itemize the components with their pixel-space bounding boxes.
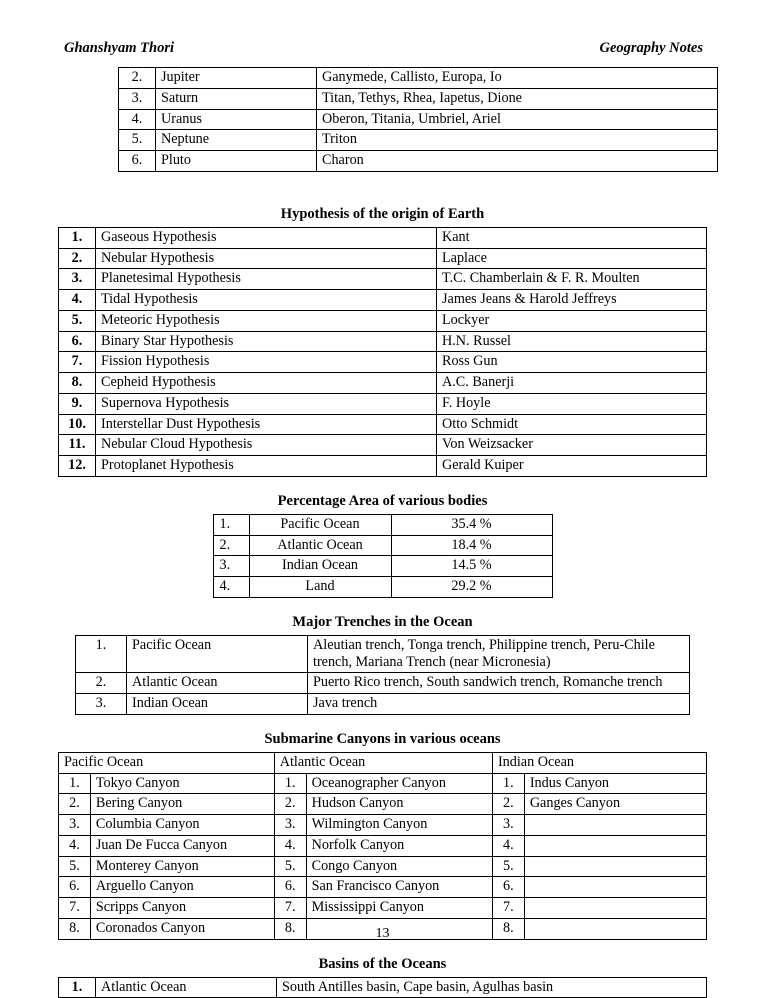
table-row <box>59 290 707 311</box>
hypothesis-heading: Hypothesis of the origin of Earth <box>58 206 707 223</box>
row-number-indian: 6. <box>492 877 524 898</box>
table-row <box>119 68 718 89</box>
row-number-atlantic: 3. <box>274 815 306 836</box>
row-number: 11. <box>59 435 96 456</box>
atlantic-canyon: San Francisco Canyon <box>306 877 492 898</box>
row-number-pacific: 8. <box>59 918 91 939</box>
table-row <box>119 88 718 109</box>
hypothesis-name: Supernova Hypothesis <box>96 393 437 414</box>
pacific-canyon: Monterey Canyon <box>90 856 274 877</box>
table-row <box>59 977 707 998</box>
trench-list: Puerto Rico trench, South sandwich trench, Romanche trench <box>308 673 690 694</box>
table-row <box>119 151 718 172</box>
pacific-canyon: Columbia Canyon <box>90 815 274 836</box>
hypothesis-author: T.C. Chamberlain & F. R. Moulten <box>437 269 707 290</box>
indian-canyon <box>524 877 706 898</box>
indian-canyon <box>524 815 706 836</box>
row-number: 4. <box>59 290 96 311</box>
table-row <box>59 856 707 877</box>
table-row <box>59 435 707 456</box>
hypothesis-author: Laplace <box>437 248 707 269</box>
body-name: Pacific Ocean <box>249 514 391 535</box>
table-row <box>213 556 552 577</box>
row-number: 1. <box>76 635 127 673</box>
table-row <box>59 248 707 269</box>
atlantic-canyon: Congo Canyon <box>306 856 492 877</box>
row-number-indian: 2. <box>492 794 524 815</box>
table-row <box>59 393 707 414</box>
table-row <box>59 331 707 352</box>
column-header-pacific: Pacific Ocean <box>59 752 275 773</box>
row-number-pacific: 5. <box>59 856 91 877</box>
row-number: 2. <box>119 68 156 89</box>
row-number: 6. <box>59 331 96 352</box>
planet-name: Jupiter <box>156 68 317 89</box>
hypothesis-name: Tidal Hypothesis <box>96 290 437 311</box>
hypothesis-name: Binary Star Hypothesis <box>96 331 437 352</box>
table-row <box>59 310 707 331</box>
row-number: 3. <box>119 88 156 109</box>
hypothesis-name: Interstellar Dust Hypothesis <box>96 414 437 435</box>
hypothesis-name: Planetesimal Hypothesis <box>96 269 437 290</box>
body-percentage: 14.5 % <box>391 556 552 577</box>
table-row <box>59 352 707 373</box>
row-number: 4. <box>119 109 156 130</box>
table-row <box>59 773 707 794</box>
hypothesis-author: Gerald Kuiper <box>437 456 707 477</box>
hypothesis-name: Cepheid Hypothesis <box>96 373 437 394</box>
pacific-canyon: Arguello Canyon <box>90 877 274 898</box>
hypothesis-table <box>58 227 707 477</box>
hypothesis-name: Protoplanet Hypothesis <box>96 456 437 477</box>
pacific-canyon: Bering Canyon <box>90 794 274 815</box>
row-number: 8. <box>59 373 96 394</box>
body-name: Atlantic Ocean <box>249 535 391 556</box>
table-row <box>59 794 707 815</box>
hypothesis-name: Nebular Cloud Hypothesis <box>96 435 437 456</box>
header-title: Geography Notes <box>599 40 707 57</box>
row-number-indian: 5. <box>492 856 524 877</box>
ocean-name: Pacific Ocean <box>127 635 308 673</box>
row-number: 2. <box>76 673 127 694</box>
body-percentage: 29.2 % <box>391 577 552 598</box>
row-number-pacific: 4. <box>59 835 91 856</box>
row-number-indian: 4. <box>492 835 524 856</box>
row-number-atlantic: 8. <box>274 918 306 939</box>
row-number-atlantic: 6. <box>274 877 306 898</box>
table-row <box>59 835 707 856</box>
table-row <box>119 130 718 151</box>
hypothesis-name: Meteoric Hypothesis <box>96 310 437 331</box>
row-number: 1. <box>59 227 96 248</box>
trenches-heading: Major Trenches in the Ocean <box>58 614 707 631</box>
ocean-name: Indian Ocean <box>127 694 308 715</box>
table-row <box>213 535 552 556</box>
hypothesis-author: A.C. Banerji <box>437 373 707 394</box>
hypothesis-author: James Jeans & Harold Jeffreys <box>437 290 707 311</box>
row-number-pacific: 1. <box>59 773 91 794</box>
moon-list: Ganymede, Callisto, Europa, Io <box>317 68 718 89</box>
table-row <box>59 898 707 919</box>
row-number-pacific: 7. <box>59 898 91 919</box>
table-row <box>119 109 718 130</box>
row-number: 7. <box>59 352 96 373</box>
row-number-pacific: 6. <box>59 877 91 898</box>
percentage-heading: Percentage Area of various bodies <box>58 493 707 510</box>
moon-list: Triton <box>317 130 718 151</box>
table-row <box>59 269 707 290</box>
row-number: 5. <box>119 130 156 151</box>
table-row <box>213 577 552 598</box>
row-number: 2. <box>59 248 96 269</box>
table-header-row <box>59 752 707 773</box>
row-number-atlantic: 7. <box>274 898 306 919</box>
body-name: Land <box>249 577 391 598</box>
table-row <box>59 373 707 394</box>
hypothesis-name: Fission Hypothesis <box>96 352 437 373</box>
row-number: 6. <box>119 151 156 172</box>
row-number-atlantic: 5. <box>274 856 306 877</box>
indian-canyon: Indus Canyon <box>524 773 706 794</box>
basins-heading: Basins of the Oceans <box>58 956 707 973</box>
pacific-canyon: Juan De Fucca Canyon <box>90 835 274 856</box>
canyons-heading: Submarine Canyons in various oceans <box>58 731 707 748</box>
hypothesis-author: F. Hoyle <box>437 393 707 414</box>
table-row <box>59 227 707 248</box>
row-number: 1. <box>213 514 249 535</box>
hypothesis-author: Lockyer <box>437 310 707 331</box>
table-row <box>59 877 707 898</box>
row-number: 10. <box>59 414 96 435</box>
percentage-table <box>213 514 553 598</box>
pacific-canyon: Tokyo Canyon <box>90 773 274 794</box>
planet-name: Neptune <box>156 130 317 151</box>
hypothesis-author: Kant <box>437 227 707 248</box>
body-percentage: 18.4 % <box>391 535 552 556</box>
atlantic-canyon: Hudson Canyon <box>306 794 492 815</box>
ocean-name: Atlantic Ocean <box>127 673 308 694</box>
table-row <box>76 673 690 694</box>
basin-list: South Antilles basin, Cape basin, Agulhas basin <box>277 977 707 998</box>
moon-list: Titan, Tethys, Rhea, Iapetus, Dione <box>317 88 718 109</box>
trench-list: Aleutian trench, Tonga trench, Philippine trench, Peru-Chile trench, Mariana Trench (near Micronesia) <box>308 635 690 673</box>
indian-canyon <box>524 898 706 919</box>
row-number: 3. <box>59 269 96 290</box>
moon-list: Oberon, Titania, Umbriel, Ariel <box>317 109 718 130</box>
atlantic-canyon: Mississippi Canyon <box>306 898 492 919</box>
page-number: 13 <box>0 926 765 942</box>
atlantic-canyon: Oceanographer Canyon <box>306 773 492 794</box>
row-number-indian: 3. <box>492 815 524 836</box>
hypothesis-author: Otto Schmidt <box>437 414 707 435</box>
table-row <box>213 514 552 535</box>
planet-name: Pluto <box>156 151 317 172</box>
planet-name: Uranus <box>156 109 317 130</box>
row-number: 9. <box>59 393 96 414</box>
table-row <box>76 694 690 715</box>
table-row <box>59 414 707 435</box>
row-number-indian: 7. <box>492 898 524 919</box>
pacific-canyon: Scripps Canyon <box>90 898 274 919</box>
row-number: 1. <box>59 977 96 998</box>
row-number-atlantic: 1. <box>274 773 306 794</box>
basins-table <box>58 977 707 998</box>
hypothesis-author: Ross Gun <box>437 352 707 373</box>
row-number-atlantic: 4. <box>274 835 306 856</box>
trenches-table <box>75 635 690 715</box>
hypothesis-name: Nebular Hypothesis <box>96 248 437 269</box>
indian-canyon: Ganges Canyon <box>524 794 706 815</box>
body-name: Indian Ocean <box>249 556 391 577</box>
row-number: 3. <box>213 556 249 577</box>
table-row <box>59 456 707 477</box>
atlantic-canyon: Wilmington Canyon <box>306 815 492 836</box>
planet-name: Saturn <box>156 88 317 109</box>
moon-list: Charon <box>317 151 718 172</box>
ocean-name: Atlantic Ocean <box>96 977 277 998</box>
trench-list: Java trench <box>308 694 690 715</box>
hypothesis-author: H.N. Russel <box>437 331 707 352</box>
row-number-pacific: 3. <box>59 815 91 836</box>
header-author: Ghanshyam Thori <box>58 40 174 57</box>
row-number: 2. <box>213 535 249 556</box>
hypothesis-name: Gaseous Hypothesis <box>96 227 437 248</box>
column-header-indian: Indian Ocean <box>492 752 706 773</box>
row-number-pacific: 2. <box>59 794 91 815</box>
pacific-canyon: Coronados Canyon <box>90 918 274 939</box>
hypothesis-author: Von Weizsacker <box>437 435 707 456</box>
moons-table <box>118 67 718 172</box>
body-percentage: 35.4 % <box>391 514 552 535</box>
row-number: 4. <box>213 577 249 598</box>
row-number-indian: 8. <box>492 918 524 939</box>
table-row <box>59 815 707 836</box>
atlantic-canyon: Norfolk Canyon <box>306 835 492 856</box>
indian-canyon <box>524 835 706 856</box>
row-number-indian: 1. <box>492 773 524 794</box>
table-row <box>76 635 690 673</box>
indian-canyon <box>524 856 706 877</box>
column-header-atlantic: Atlantic Ocean <box>274 752 492 773</box>
row-number: 5. <box>59 310 96 331</box>
row-number: 12. <box>59 456 96 477</box>
row-number: 3. <box>76 694 127 715</box>
row-number-atlantic: 2. <box>274 794 306 815</box>
canyons-table <box>58 752 707 940</box>
page-header <box>58 40 707 57</box>
